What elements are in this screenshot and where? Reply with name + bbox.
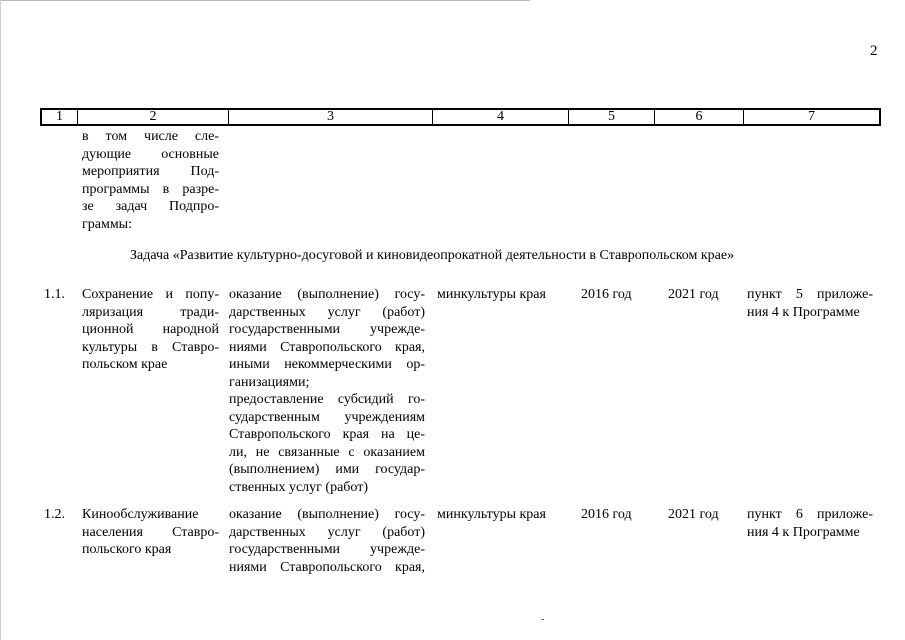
header-col-6: 6 <box>655 110 744 124</box>
row-name-line: Сохранение и попу- <box>82 287 219 302</box>
header-col-2: 2 <box>78 110 229 124</box>
row-link-line: ния 4 к Программе <box>747 524 860 540</box>
row-name-line: населения Ставро- <box>82 524 219 540</box>
row-end: 2021 год <box>668 507 719 522</box>
scan-left-edge <box>0 0 1 640</box>
row-name <box>82 286 219 374</box>
row-name-line: польском крае <box>82 357 168 372</box>
row-method-line: государственными учрежде- <box>229 542 425 557</box>
row-link <box>747 506 873 541</box>
row-name <box>82 506 219 559</box>
row-method <box>229 286 425 496</box>
header-col-4: 4 <box>433 110 569 124</box>
row-link-line: пункт 5 приложе- <box>747 287 873 302</box>
row-start: 2016 год <box>581 287 632 302</box>
intro-line: программы в разре- <box>82 181 219 197</box>
table-header <box>40 108 881 126</box>
row-executor: минкультуры края <box>437 287 546 302</box>
row-start: 2016 год <box>581 507 632 522</box>
scan-mark: - <box>541 614 545 625</box>
intro-line: зе задач Подпро- <box>82 199 219 214</box>
task-title: Задача «Развитие культурно-досуговой и киновидеопрокатной деятельности в Ставропольском крае» <box>130 248 735 263</box>
row-method-line: дарственных услуг (работ) <box>229 304 425 320</box>
header-col-3: 3 <box>229 110 433 124</box>
header-col-7: 7 <box>808 109 815 124</box>
intro-text <box>82 128 219 233</box>
row-method-line: сударственным учреждениям <box>229 409 425 425</box>
row-name-line: польского края <box>82 542 172 557</box>
row-method-line: ли, не связанные с оказанием <box>229 444 425 460</box>
row-method-line: (выполнением) ими государ- <box>229 462 425 477</box>
row-number: 1.2. <box>44 507 65 522</box>
row-method-line: ниями Ставропольского края, <box>229 559 425 575</box>
row-method-line: ственных услуг (работ) <box>229 479 369 495</box>
intro-line: дующие основные <box>82 146 219 162</box>
intro-line: граммы: <box>82 216 132 232</box>
row-method-line: ганизациями; <box>229 374 310 390</box>
row-name-line: культуры в Ставро- <box>82 339 219 355</box>
intro-line: в том числе сле- <box>82 129 219 144</box>
row-method-line: государственными учрежде- <box>229 322 425 337</box>
row-executor: минкультуры края <box>437 507 546 522</box>
row-method <box>229 506 425 576</box>
row-name-line: Кинообслуживание <box>82 507 199 522</box>
row-method-line: иными некоммерческими ор- <box>229 357 425 372</box>
row-method-line: оказание (выполнение) госу- <box>229 287 425 302</box>
row-link-line: пункт 6 приложе- <box>747 507 873 522</box>
row-method-line: оказание (выполнение) госу- <box>229 507 425 522</box>
header-col-5: 5 <box>569 110 655 124</box>
scan-top-edge <box>0 0 530 2</box>
header-col-1: 1 <box>42 110 78 124</box>
row-method-line: Ставропольского края на це- <box>229 427 425 442</box>
row-name-line: ционной народной <box>82 322 219 337</box>
row-method-line: предоставление субсидий го- <box>229 392 425 407</box>
row-name-line: ляризация тради- <box>82 304 219 320</box>
row-method-line: дарственных услуг (работ) <box>229 524 425 540</box>
page-number: 2 <box>870 43 878 59</box>
row-number: 1.1. <box>44 287 65 302</box>
row-end: 2021 год <box>668 287 719 302</box>
row-link <box>747 286 873 321</box>
row-link-line: ния 4 к Программе <box>747 304 860 320</box>
row-method-line: ниями Ставропольского края, <box>229 339 425 355</box>
intro-line: мероприятия Под- <box>82 164 219 179</box>
